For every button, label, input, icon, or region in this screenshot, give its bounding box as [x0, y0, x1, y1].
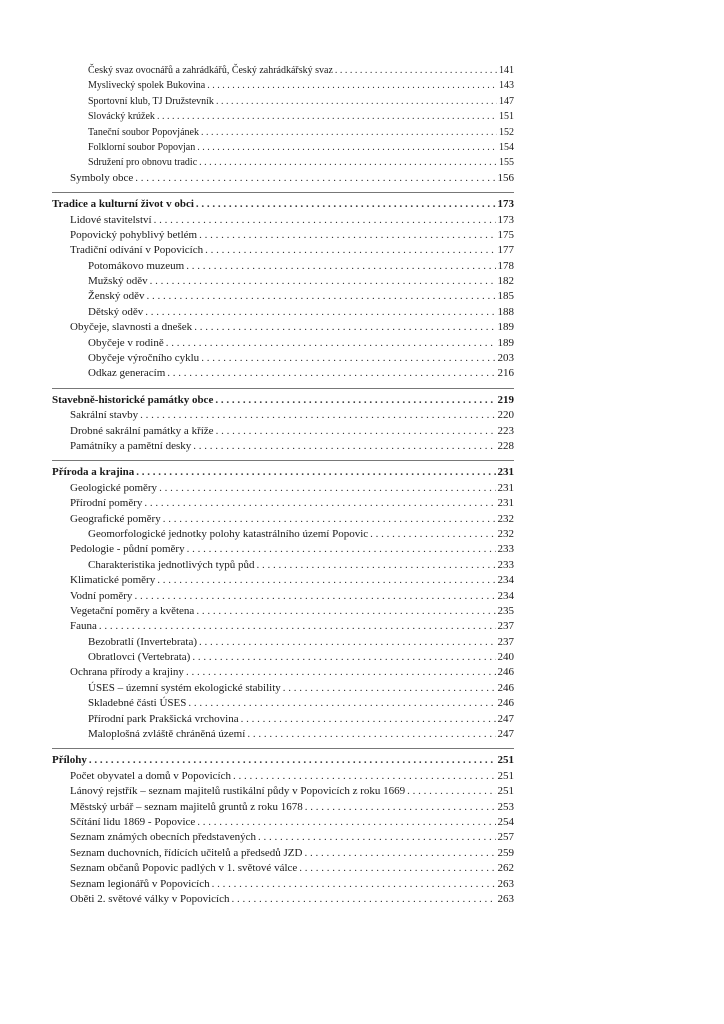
- dot-leader: [283, 681, 496, 696]
- toc-page-number: 185: [497, 290, 514, 303]
- toc-page-number: 231: [497, 481, 514, 494]
- dot-leader: [299, 861, 495, 876]
- toc-page-number: 246: [497, 697, 514, 710]
- toc-entry-title: Tradiční odívání v Popovicích: [70, 244, 204, 257]
- dot-leader: [188, 696, 495, 711]
- toc-entry[interactable]: [52, 558, 514, 573]
- toc-section-heading[interactable]: [52, 465, 514, 480]
- dot-leader: [258, 830, 495, 845]
- toc-page-number: 223: [497, 424, 514, 437]
- toc-entry[interactable]: [52, 366, 514, 381]
- toc-entry-title: Klimatické poměry: [70, 574, 156, 587]
- toc-entry[interactable]: [52, 727, 514, 742]
- toc-entry[interactable]: [52, 527, 514, 542]
- toc-entry-title: Mužský oděv: [88, 275, 148, 288]
- toc-entry[interactable]: [52, 589, 514, 604]
- toc-entry-title: Popovický pohyblivý betlém: [70, 228, 198, 241]
- toc-page-number: 234: [497, 574, 514, 587]
- toc-entry[interactable]: [52, 439, 514, 454]
- toc-page-number: 152: [499, 126, 514, 138]
- section-divider: [52, 460, 514, 461]
- toc-page-number: 220: [497, 409, 514, 422]
- toc-entry-title: Geografické poměry: [70, 512, 161, 525]
- toc-page-number: 189: [497, 336, 514, 349]
- toc-entry[interactable]: [52, 696, 514, 711]
- toc-entry-title: Přírodní park Prakšická vrchovina: [88, 712, 239, 725]
- toc-entry-title: Ochrana přírody a krajiny: [70, 666, 184, 679]
- toc-entry[interactable]: [52, 846, 514, 861]
- dot-leader: [147, 289, 496, 304]
- dot-leader: [154, 213, 496, 228]
- toc-entry[interactable]: [52, 496, 514, 511]
- dot-leader: [201, 351, 495, 366]
- toc-page-number: 151: [499, 111, 514, 123]
- toc-section-heading[interactable]: [52, 753, 514, 768]
- toc-entry-title: Myslivecký spolek Bukovina: [88, 80, 206, 92]
- toc-entry[interactable]: [52, 665, 514, 680]
- toc-entry[interactable]: [52, 861, 514, 876]
- toc-entry[interactable]: [52, 604, 514, 619]
- toc-entry-title: Obyčeje výročního cyklu: [88, 352, 200, 365]
- section-divider: [52, 192, 514, 193]
- toc-entry-title: Symboly obce: [70, 171, 134, 184]
- toc-page-number: 143: [499, 80, 514, 92]
- toc-entry[interactable]: [52, 815, 514, 830]
- dot-leader: [186, 259, 495, 274]
- toc-entry[interactable]: [52, 94, 514, 109]
- dot-leader: [196, 604, 495, 619]
- toc-entry[interactable]: [52, 274, 514, 289]
- dot-leader: [201, 125, 497, 140]
- toc-entry-title: Geologické poměry: [70, 481, 158, 494]
- toc-page-number: 247: [497, 728, 514, 741]
- dot-leader: [186, 665, 496, 680]
- toc-section-heading[interactable]: [52, 197, 514, 212]
- toc-entry-title: Sdružení pro obnovu tradic: [88, 157, 198, 169]
- toc-entry-title: Obratlovci (Vertebrata): [88, 651, 191, 664]
- toc-entry-title: Počet obyvatel a domů v Popovicích: [70, 769, 231, 782]
- toc-page-number: 173: [497, 198, 514, 211]
- toc-entry[interactable]: [52, 830, 514, 845]
- toc-entry[interactable]: [52, 769, 514, 784]
- toc-page-number: 234: [497, 589, 514, 602]
- dot-leader: [407, 784, 495, 799]
- dot-leader: [150, 274, 496, 289]
- toc-entry[interactable]: [52, 109, 514, 124]
- dot-leader: [199, 155, 497, 170]
- toc-entry[interactable]: [52, 619, 514, 634]
- toc-entry[interactable]: [52, 289, 514, 304]
- toc-entry-title: Slovácký krúžek: [88, 111, 155, 123]
- dot-leader: [194, 320, 495, 335]
- toc-entry-title: Bezobratlí (Invertebrata): [88, 635, 198, 648]
- toc-page-number: 216: [497, 367, 514, 380]
- toc-entry[interactable]: [52, 125, 514, 140]
- toc-page-number: 228: [497, 439, 514, 452]
- toc-page-number: 259: [497, 846, 514, 859]
- dot-leader: [167, 366, 495, 381]
- toc-entry-title: Sčítání lidu 1869 - Popovice: [70, 815, 196, 828]
- toc-entry-title: Obyčeje, slavnosti a dnešek: [70, 321, 193, 334]
- toc-entry[interactable]: [52, 259, 514, 274]
- toc-entry-title: Stavebně-historické památky obce: [52, 393, 214, 406]
- dot-leader: [197, 140, 497, 155]
- toc-entry[interactable]: [52, 892, 514, 907]
- toc-entry[interactable]: [52, 635, 514, 650]
- toc-entry[interactable]: [52, 228, 514, 243]
- toc-page-number: 251: [497, 769, 514, 782]
- dot-leader: [163, 512, 496, 527]
- toc-entry-title: Tradice a kulturní život v obci: [52, 198, 194, 211]
- toc-page-number: 237: [497, 620, 514, 633]
- dot-leader: [335, 63, 497, 78]
- section-divider: [52, 388, 514, 389]
- toc-entry-title: ÚSES – územní systém ekologické stability: [88, 681, 281, 694]
- toc-page-number: 188: [497, 305, 514, 318]
- toc-entry[interactable]: [52, 424, 514, 439]
- toc-entry[interactable]: [52, 305, 514, 320]
- toc-entry-title: Sakrální stavby: [70, 409, 139, 422]
- toc-page-number: 156: [497, 171, 514, 184]
- toc-entry-title: Dětský oděv: [88, 305, 144, 318]
- dot-leader: [157, 109, 497, 124]
- toc-entry-title: Městský urbář – seznam majitelů gruntů z roku 1678: [70, 800, 303, 813]
- dot-leader: [89, 753, 496, 768]
- toc-page-number: 233: [497, 558, 514, 571]
- toc-entry-title: Maloplošná zvláště chráněná území: [88, 728, 246, 741]
- toc-entry[interactable]: [52, 650, 514, 665]
- toc-entry[interactable]: [52, 681, 514, 696]
- dot-leader: [197, 815, 495, 830]
- dot-leader: [207, 78, 497, 93]
- dot-leader: [99, 619, 496, 634]
- toc-page-number: 141: [499, 65, 514, 76]
- toc-page-number: 231: [497, 497, 514, 510]
- toc-page-number: 246: [497, 681, 514, 694]
- toc-page-number: 240: [497, 651, 514, 664]
- toc-page-number: 147: [499, 95, 514, 107]
- toc-entry[interactable]: [52, 800, 514, 815]
- toc-entry[interactable]: [52, 573, 514, 588]
- toc-page-number: 263: [497, 892, 514, 905]
- dot-leader: [205, 243, 495, 258]
- toc-entry-title: Seznam duchovních, řídících učitelů a předsedů JZD: [70, 846, 303, 859]
- toc-entry[interactable]: [52, 481, 514, 496]
- toc-entry-title: Ženský oděv: [88, 290, 145, 303]
- toc-entry-title: Oběti 2. světové války v Popovicích: [70, 892, 230, 905]
- dot-leader: [304, 846, 495, 861]
- toc-page-number: 175: [497, 228, 514, 241]
- toc-page-number: 247: [497, 712, 514, 725]
- toc-entry-title: Příroda a krajina: [52, 466, 135, 479]
- dot-leader: [247, 727, 495, 742]
- dot-leader: [305, 800, 496, 815]
- toc-entry-title: Seznam známých obecních představených: [70, 831, 257, 844]
- dot-leader: [136, 465, 495, 480]
- toc-entry[interactable]: [52, 140, 514, 155]
- dot-leader: [216, 424, 496, 439]
- dot-leader: [199, 228, 495, 243]
- dot-leader: [145, 305, 495, 320]
- table-of-contents: [52, 63, 514, 907]
- toc-page-number: 177: [497, 244, 514, 257]
- dot-leader: [144, 496, 495, 511]
- toc-page-number: 155: [499, 157, 514, 169]
- dot-leader: [193, 439, 495, 454]
- toc-page-number: 203: [497, 352, 514, 365]
- dot-leader: [196, 197, 496, 212]
- dot-leader: [231, 892, 495, 907]
- toc-entry[interactable]: [52, 213, 514, 228]
- toc-page-number: 235: [497, 604, 514, 617]
- toc-page-number: 231: [497, 466, 514, 479]
- toc-entry[interactable]: [52, 542, 514, 557]
- toc-entry-title: Fauna: [70, 620, 97, 633]
- toc-entry-title: Charakteristika jednotlivých typů půd: [88, 558, 255, 571]
- toc-page-number: 237: [497, 635, 514, 648]
- toc-entry[interactable]: [52, 171, 514, 186]
- toc-entry[interactable]: [52, 155, 514, 170]
- toc-entry-title: Český svaz ovocnářů a zahrádkářů, Český zahrádkářský svaz: [88, 65, 333, 76]
- dot-leader: [192, 650, 495, 665]
- toc-page-number: 219: [497, 393, 514, 406]
- toc-entry[interactable]: [52, 408, 514, 423]
- toc-entry[interactable]: [52, 351, 514, 366]
- toc-entry-title: Obyčeje v rodině: [88, 336, 164, 349]
- toc-entry-title: Vodní poměry: [70, 589, 133, 602]
- toc-entry-title: Pedologie - půdní poměry: [70, 543, 185, 556]
- dot-leader: [216, 94, 497, 109]
- toc-page-number: 253: [497, 800, 514, 813]
- dot-leader: [199, 635, 495, 650]
- toc-page-number: 232: [497, 512, 514, 525]
- toc-page-number: 254: [497, 815, 514, 828]
- toc-entry[interactable]: [52, 784, 514, 799]
- toc-page-number: 233: [497, 543, 514, 556]
- toc-page-number: 189: [497, 321, 514, 334]
- dot-leader: [187, 542, 496, 557]
- toc-entry-title: Skladebné části ÚSES: [88, 697, 187, 710]
- toc-entry-title: Přírodní poměry: [70, 497, 143, 510]
- toc-entry-title: Lidové stavitelství: [70, 213, 152, 226]
- toc-entry[interactable]: [52, 243, 514, 258]
- toc-page-number: 257: [497, 831, 514, 844]
- toc-entry[interactable]: [52, 320, 514, 335]
- dot-leader: [257, 558, 496, 573]
- toc-page-number: 182: [497, 275, 514, 288]
- toc-page-number: 263: [497, 877, 514, 890]
- toc-page-number: 173: [497, 213, 514, 226]
- toc-page-number: 246: [497, 666, 514, 679]
- toc-entry-title: Vegetační poměry a květena: [70, 604, 195, 617]
- dot-leader: [157, 573, 495, 588]
- toc-page-number: 251: [497, 754, 514, 767]
- toc-entry[interactable]: [52, 63, 514, 78]
- dot-leader: [166, 336, 496, 351]
- toc-entry[interactable]: [52, 877, 514, 892]
- section-divider: [52, 748, 514, 749]
- toc-entry-title: Seznam občanů Popovic padlých v 1. světové válce: [70, 862, 298, 875]
- toc-entry-title: Taneční soubor Popovjánek: [88, 126, 199, 138]
- dot-leader: [140, 408, 495, 423]
- dot-leader: [212, 877, 496, 892]
- toc-entry[interactable]: [52, 712, 514, 727]
- toc-page-number: 251: [497, 785, 514, 798]
- toc-entry-title: Drobné sakrální památky a kříže: [70, 424, 214, 437]
- toc-entry-title: Potomákovo muzeum: [88, 259, 185, 272]
- dot-leader: [134, 589, 495, 604]
- dot-leader: [370, 527, 495, 542]
- toc-page-number: 154: [499, 141, 514, 153]
- toc-page-number: 262: [497, 862, 514, 875]
- toc-entry[interactable]: [52, 78, 514, 93]
- dot-leader: [233, 769, 496, 784]
- dot-leader: [241, 712, 496, 727]
- toc-entry[interactable]: [52, 336, 514, 351]
- toc-entry-title: Geomorfologické jednotky polohy katastrálního území Popovic: [88, 527, 369, 540]
- toc-page-number: 178: [497, 259, 514, 272]
- toc-entry-title: Seznam legionářů v Popovicích: [70, 877, 210, 890]
- toc-entry-title: Památníky a pamětní desky: [70, 439, 192, 452]
- toc-section-heading[interactable]: [52, 393, 514, 408]
- toc-entry-title: Sportovní klub, TJ Družstevník: [88, 95, 214, 107]
- toc-entry-title: Folklorní soubor Popovjan: [88, 141, 196, 153]
- toc-entry-title: Lánový rejstřík – seznam majitelů rustikální půdy v Popovicích z roku 1669: [70, 785, 406, 798]
- dot-leader: [215, 393, 495, 408]
- toc-entry-title: Přílohy: [52, 754, 87, 767]
- toc-page-number: 232: [497, 527, 514, 540]
- dot-leader: [135, 171, 495, 186]
- toc-entry[interactable]: [52, 512, 514, 527]
- toc-entry-title: Odkaz generacím: [88, 367, 166, 380]
- dot-leader: [159, 481, 495, 496]
